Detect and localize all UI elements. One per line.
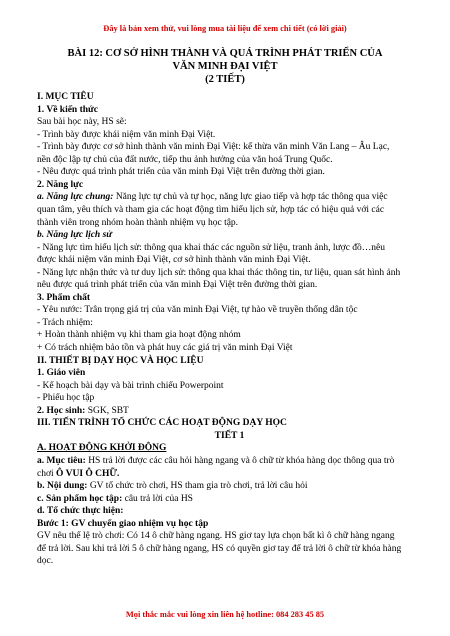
document-line: a. Mục tiêu: HS trả lời được các câu hỏi hàng ngang và ô chữ từ khóa hàng dọc thông qua trò [37,455,395,466]
document-line: - Năng lực nhận thức và tư duy lịch sử: thông qua khai thác thông tin, tư liệu, quan sát hình ảnh [37,267,401,278]
lesson-title-line-2: VĂN MINH ĐẠI VIỆT [172,61,278,72]
preview-banner: Đây là bản xem thử, vui lòng mua tài liệu để xem chi tiết (có lời giải) [103,24,347,33]
document-line: 2. Năng lực [37,179,84,190]
document-line: - Trình bày được khái niệm văn minh Đại Việt. [37,129,216,140]
document-line: 2. Học sinh: SGK, SBT [37,405,129,416]
document-line: TIẾT 1 [214,430,245,441]
document-line: a. Năng lực chung: Năng lực tự chủ và tự học, năng lực giao tiếp và hợp tác thông qua việc [37,192,388,203]
document-line: c. Sản phẩm học tập: câu trả lời của HS [37,493,193,504]
document-line: - Yêu nước: Trân trọng giá trị của văn minh Đại Việt, tự hào về truyền thống dân tộc [37,305,358,316]
document-line: 1. Giáo viên [37,368,86,379]
document-line: - Năng lực tìm hiểu lịch sử: thông qua khai thác các nguồn sử liệu, tranh ảnh, lược đồ…nêu [37,242,386,253]
document-line: để trả lời. Sau khi trả lời 5 ô chữ hàng ngang, HS có quyền giơ tay để trả lời ô chữ từ khóa hàng [37,543,402,554]
document-line: d. Tổ chức thực hiện: [37,506,124,517]
lesson-title-line-1: BÀI 12: CƠ SỞ HÌNH THÀNH VÀ QUÁ TRÌNH PHÁT TRIỂN CỦA [67,48,383,59]
document-line: dọc. [37,556,54,567]
document-line: 1. Về kiến thức [37,104,98,115]
document-line: chơi Ô VUI Ô CHỮ. [37,468,120,479]
document-line: b. Nội dung: GV tổ chức trò chơi, HS tham gia trò chơi, trả lời câu hỏi [37,481,308,492]
document-line: - Nêu được quá trình phát triển của văn minh Đại Việt trên đường thời gian. [37,167,325,178]
document-line: I. MỤC TIÊU [37,92,94,102]
document-line: thành viên trong nhóm hoàn thành nhiệm vụ học tập. [37,217,239,228]
document-line: nền độc lập tự chủ của đất nước, tiếp thu ảnh hưởng của văn hoá Trung Quốc. [37,154,333,165]
document-line: A. HOẠT ĐỘNG KHỞI ĐỘNG [37,443,167,454]
document-line: quan tâm, yêu thích và tham gia các hoạt động tìm hiểu lịch sử, hợp tác có hiệu quả với các [37,204,385,215]
document-line: - Kế hoạch bài dạy và bài trình chiếu Powerpoint [37,380,224,391]
document-line: Sau bài học này, HS sẽ: [37,117,127,128]
document-line: II. THIẾT BỊ DẠY HỌC VÀ HỌC LIỆU [37,355,204,366]
document-line: Bước 1: GV chuyển giao nhiệm vụ học tập [37,518,209,529]
document-line: GV nêu thể lệ trò chơi: Có 14 ô chữ hàng ngang. HS giơ tay lựa chọn bất kì ô chữ hàng ngang [37,531,395,542]
document-line: 3. Phẩm chất [37,292,91,303]
document-line: III. TIẾN TRÌNH TỔ CHỨC CÁC HOẠT ĐỘNG DẠY HỌC [37,418,287,429]
document-line: - Trình bày được cơ sở hình thành văn minh Đại Việt: kế thừa văn minh Văn Lang – Âu Lạc, [37,142,390,153]
hotline-banner: Mọi thắc mắc vui lòng xin liên hệ hotline: 084 283 45 85 [125,610,325,619]
document-line: - Trách nhiệm: [37,317,93,328]
lesson-title-line-3: (2 TIẾT) [205,74,245,85]
document-line: b. Năng lực lịch sử [37,230,112,241]
document-line: nêu được quá trình phát triển của văn minh Đại Việt trên đường thời gian. [37,280,318,291]
document-line: được khái niệm văn minh Đại Việt, cơ sở hình thành văn minh Đại Việt. [37,255,311,266]
document-line: - Phiếu học tập [37,393,95,404]
document-line: + Hoàn thành nhiệm vụ khi tham gia hoạt động nhóm [37,330,241,341]
document-line: + Có trách nhiệm bảo tồn và phát huy các giá trị văn minh Đại Việt [37,343,293,353]
